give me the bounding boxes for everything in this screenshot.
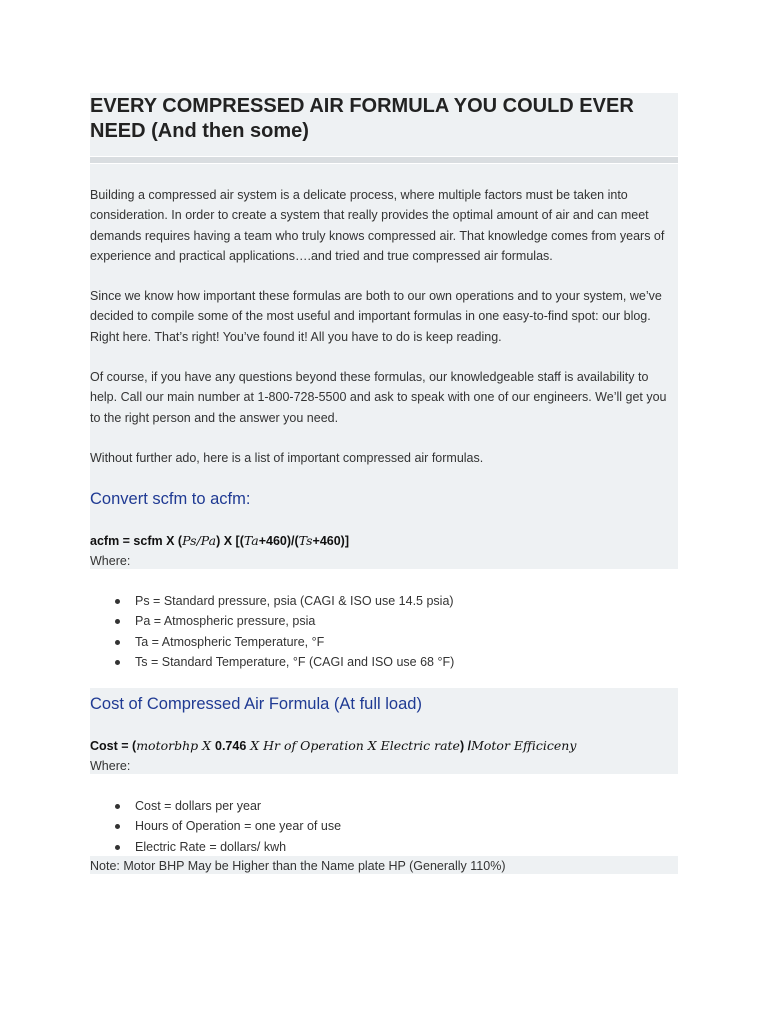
list-item: Hours of Operation = one year of use: [90, 816, 678, 836]
formula-text: acfm = scfm X (: [90, 534, 183, 548]
intro-paragraph-1: Building a compressed air system is a delicate process, where multiple factors must be taken into consideration. In order to create a system that really provides the optimal amount of air and can meet demands requires having a team who truly knows compressed air. That knowledge comes from years of experience and practical applications….and tried and true compressed air formulas.: [90, 188, 665, 263]
cost-variable-list: [90, 796, 678, 857]
formula-term: motorbhp X: [136, 738, 215, 753]
formula-text: Cost = (: [90, 739, 137, 753]
formula-symbol-ta: Ta: [243, 533, 259, 548]
list-item: Electric Rate = dollars/ kwh: [90, 837, 678, 857]
formula-constant: 0.746: [215, 739, 247, 753]
list-item: Cost = dollars per year: [90, 796, 678, 816]
list-item: Pa = Atmospheric pressure, psia: [90, 611, 678, 631]
list-item: Ta = Atmospheric Temperature, °F: [90, 632, 678, 652]
formula-slash: /: [196, 533, 201, 548]
title-divider: [90, 157, 678, 163]
formula-text: ) X [(: [216, 534, 244, 548]
motor-bhp-note: Note: Motor BHP May be Higher than the Name plate HP (Generally 110%): [90, 856, 678, 874]
formula-symbol-ts: Ts: [298, 533, 313, 548]
intro-paragraph-3: Of course, if you have any questions beyond these formulas, our knowledgeable staff is availability to help. Call our main number at 1-800-728-5500 and ask to speak with one of our engineers. We’ll get you to the right person and the answer you need.: [90, 370, 667, 425]
acfm-variable-list: [90, 591, 678, 672]
intro-paragraph-4: Without further ado, here is a list of important compressed air formulas.: [90, 451, 484, 465]
article-title: EVERY COMPRESSED AIR FORMULA YOU COULD EVER NEED (And then some): [90, 95, 634, 142]
where-label: Where:: [90, 759, 131, 773]
formula-symbol-pa: Pa: [200, 533, 217, 548]
acfm-formula: [90, 531, 678, 551]
section-heading-cost-formula: Cost of Compressed Air Formula (At full load): [90, 695, 422, 713]
list-item: Ps = Standard pressure, psia (CAGI & ISO use 14.5 psia): [90, 591, 678, 611]
intro-paragraph-2: Since we know how important these formulas are both to our own operations and to your system, we’ve decided to compile some of the most useful and important formulas in one easy-to-find spot: our blog. Right here. That’s right! You’ve found it! All you have to do is keep reading.: [90, 289, 662, 344]
formula-symbol-ps: Ps: [182, 533, 197, 548]
formula-text: +460)]: [312, 534, 349, 548]
where-label: Where:: [90, 554, 131, 568]
formula-term: X Hr of Operation X Electric rate: [246, 738, 460, 753]
formula-text: +460)/(: [258, 534, 299, 548]
formula-text: ) /: [459, 739, 472, 753]
formula-term: Motor Efficiceny: [471, 738, 577, 753]
list-item: Ts = Standard Temperature, °F (CAGI and ISO use 68 °F): [90, 652, 678, 672]
section-heading-scfm-to-acfm: Convert scfm to acfm:: [90, 490, 251, 508]
cost-formula: [90, 736, 678, 756]
